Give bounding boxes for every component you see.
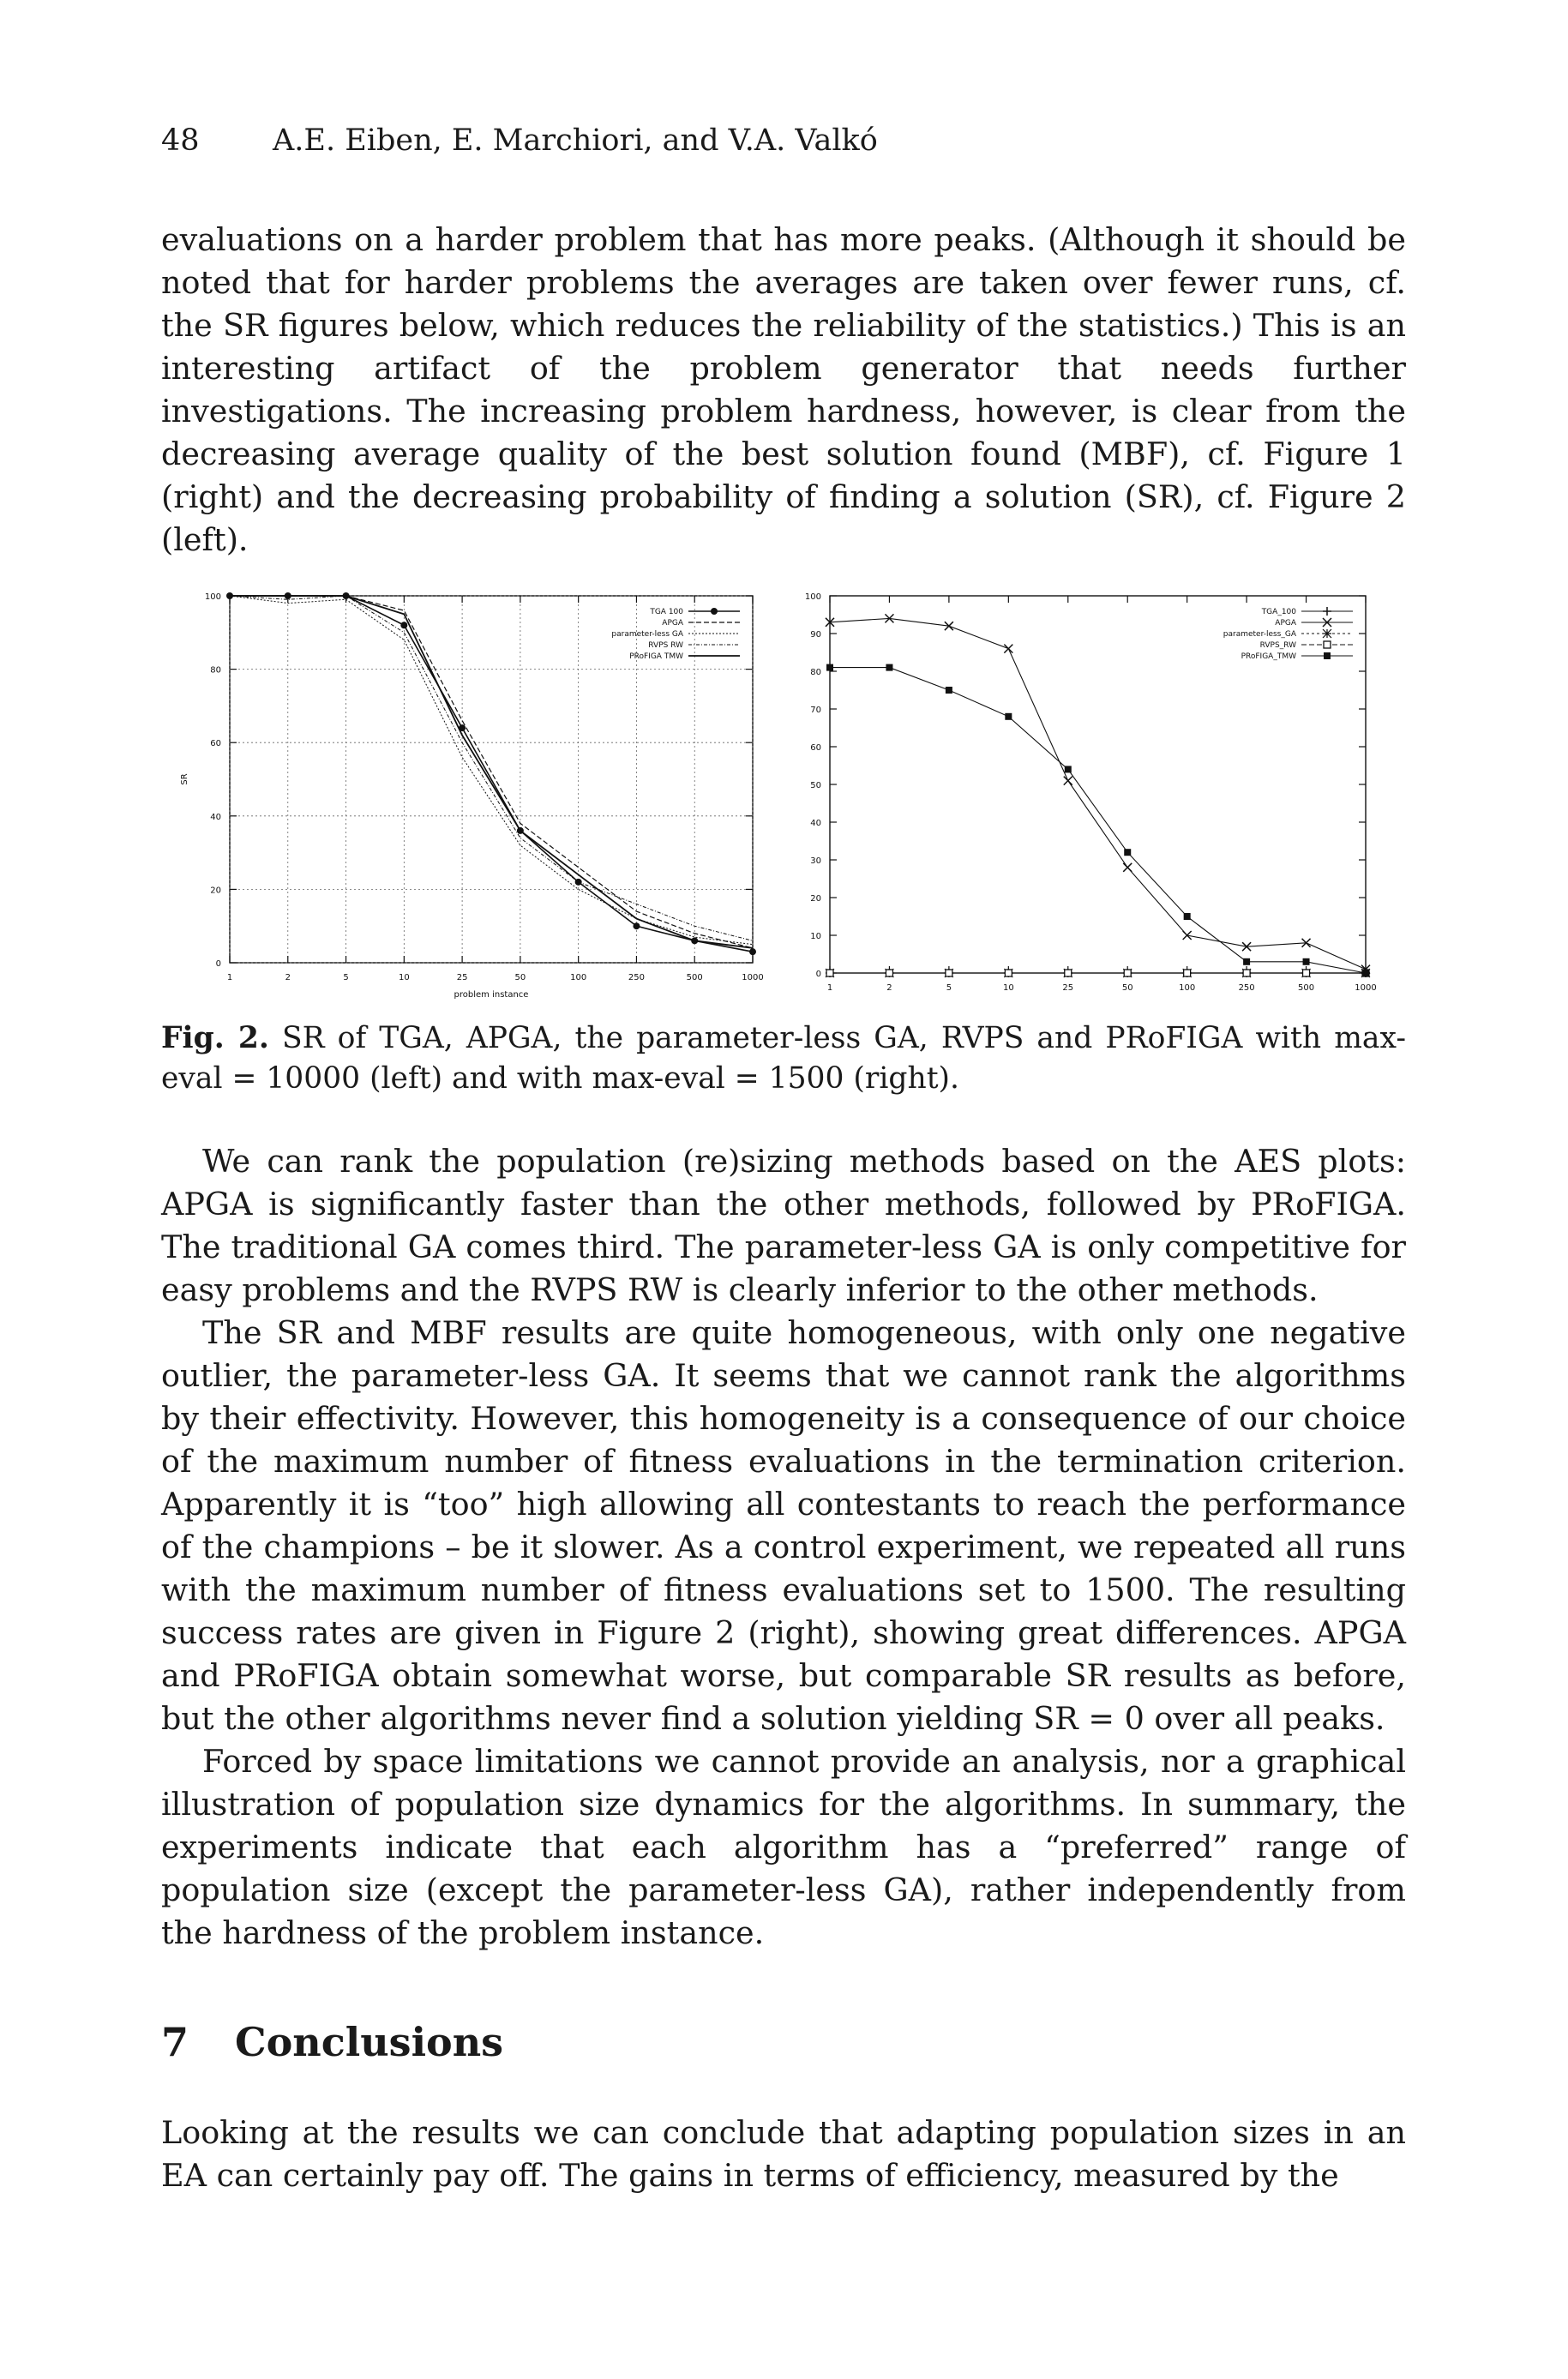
data-point <box>1065 766 1072 772</box>
legend-entry: APGA <box>1275 619 1296 628</box>
x-tick-label: 5 <box>343 973 349 982</box>
data-point <box>946 687 952 694</box>
legend-entry: RVPS_RW <box>1259 641 1296 650</box>
x-tick-label: 25 <box>456 973 468 982</box>
y-tick-label: 100 <box>204 592 221 602</box>
x-tick-label: 25 <box>1062 983 1074 993</box>
x-tick-label: 5 <box>946 983 952 993</box>
data-point <box>1065 970 1072 976</box>
x-tick-label: 2 <box>285 973 291 982</box>
data-point <box>1123 863 1132 872</box>
x-tick-label: 2 <box>886 983 892 993</box>
data-point <box>1243 970 1250 976</box>
x-tick-label: 50 <box>514 973 526 982</box>
series-line <box>830 668 1366 973</box>
data-point <box>826 970 833 976</box>
caption-text: SR of TGA, APGA, the parameter-less GA, RVPS and PRoFIGA with max-eval = 10000 (left) and with max-eval = 1500 (right). <box>161 1021 1407 1096</box>
y-tick-label: 50 <box>810 781 821 790</box>
y-tick-label: 60 <box>210 739 221 749</box>
section-number: 7 <box>161 2019 189 2065</box>
paragraph: We can rank the population (re)sizing methods based on the AES plots: APGA is significantly faster than the other methods, followed by PRoFIGA. The traditional GA comes third. The parameter-less GA is only competitive for easy problems and the RVPS RW is clearly inferior to the other methods. <box>161 1143 1406 1308</box>
body-text-bottom <box>161 2112 1406 2197</box>
data-point <box>1005 970 1012 976</box>
caption-label: Fig. 2. <box>161 1021 269 1055</box>
data-point <box>1243 958 1250 965</box>
x-tick-label: 500 <box>686 973 703 982</box>
legend-marker <box>1324 641 1331 648</box>
data-point <box>749 948 756 955</box>
x-tick-label: 1000 <box>742 973 764 982</box>
y-tick-label: 40 <box>810 819 821 828</box>
data-point <box>633 922 640 929</box>
body-text-top <box>161 219 1406 562</box>
body-text-mid <box>161 1140 1406 1955</box>
section-title: Conclusions <box>235 2019 504 2065</box>
legend-marker <box>1323 629 1331 638</box>
data-point <box>886 970 892 976</box>
x-tick-label: 100 <box>570 973 587 982</box>
data-point <box>1124 970 1131 976</box>
data-point <box>826 664 833 671</box>
figure-caption <box>161 1018 1406 1099</box>
y-tick-label: 70 <box>810 706 821 715</box>
data-point <box>1183 931 1192 940</box>
x-tick-label: 1000 <box>1355 983 1377 993</box>
data-point <box>1184 913 1191 920</box>
y-tick-label: 80 <box>810 668 821 677</box>
y-tick-label: 20 <box>210 886 221 896</box>
legend-entry: parameter-less GA <box>611 630 683 639</box>
y-tick-label: 90 <box>810 630 821 640</box>
y-tick-label: 0 <box>815 970 821 979</box>
data-point <box>1184 970 1191 976</box>
x-tick-label: 250 <box>628 973 645 982</box>
paragraph: evaluations on a harder problem that has more peaks. (Although it should be noted that for harder problems the averages are taken over fewer runs, cf. the SR figures below, which reduces the reliability of the statistics.) This is an interesting artifact of the problem generator that needs further investigations. The increasing problem hardness, however, is clear from the decreasing average quality of the best solution found (MBF), cf. Figure 1 (right) and the decreasing probability of finding a solution (SR), cf. Figure 2 (left). <box>161 221 1406 558</box>
data-point <box>1303 958 1310 965</box>
y-tick-label: 40 <box>210 812 221 822</box>
data-point <box>886 664 892 671</box>
data-point <box>1124 849 1131 856</box>
x-tick-label: 50 <box>1121 983 1133 993</box>
x-tick-label: 1 <box>226 973 233 982</box>
chart-right-sr-1500 <box>796 579 1406 1007</box>
x-tick-label: 10 <box>398 973 410 982</box>
running-header <box>161 123 878 158</box>
legend-marker <box>1323 607 1331 616</box>
paragraph: Looking at the results we can conclude that adapting population sizes in an EA can certainly pay off. The gains in terms of efficiency, measured by the <box>161 2114 1406 2194</box>
series-line <box>830 618 1366 969</box>
legend-entry: APGA <box>662 619 683 628</box>
paragraph: The SR and MBF results are quite homogeneous, with only one negative outlier, the parameter-less GA. It seems that we cannot rank the algorithms by their effectivity. However, this homogeneity is a consequence of our choice of the maximum number of fitness evaluations in the termination criterion. Apparently it is “too” high allowing all contestants to reach the performance of the champions – be it slower. As a control experiment, we repeated all runs with the maximum number of fitness evaluations set to 1500. The resulting success rates are given in Figure 2 (right), showing great differences. APGA and PRoFIGA obtain somewhat worse, but comparable SR results as before, but the other algorithms never find a solution yielding SR = 0 over all peaks. <box>161 1314 1406 1737</box>
data-point <box>946 970 952 976</box>
legend-entry: PRoFIGA_TMW <box>1241 652 1296 661</box>
chart-left-sr-10000 <box>161 579 778 1007</box>
data-point <box>1005 713 1012 720</box>
figure-2 <box>161 579 1406 1007</box>
x-tick-label: 1 <box>826 983 833 993</box>
y-tick-label: 10 <box>810 932 821 941</box>
data-point <box>400 622 407 628</box>
section-heading <box>161 2019 503 2065</box>
legend-marker <box>1324 652 1331 659</box>
page-number: 48 <box>161 123 200 158</box>
x-tick-label: 250 <box>1238 983 1255 993</box>
legend-entry: TGA 100 <box>650 608 683 616</box>
y-tick-label: 0 <box>215 959 221 969</box>
x-tick-label: 100 <box>1179 983 1196 993</box>
data-point <box>1004 645 1012 653</box>
y-tick-label: 30 <box>810 856 821 866</box>
x-tick-label: 10 <box>1002 983 1014 993</box>
y-tick-label: 20 <box>810 894 821 904</box>
y-tick-label: 80 <box>210 665 221 676</box>
data-point <box>1362 970 1369 976</box>
data-point <box>1303 970 1310 976</box>
legend-entry: RVPS RW <box>648 641 683 650</box>
author-line: A.E. Eiben, E. Marchiori, and V.A. Valkó <box>273 123 878 158</box>
legend-entry: TGA_100 <box>1261 608 1296 616</box>
data-point <box>1064 777 1072 785</box>
legend-entry: PRoFIGA TMW <box>629 652 683 661</box>
y-tick-label: 100 <box>804 592 821 602</box>
x-tick-label: 500 <box>1298 983 1315 993</box>
x-axis-label: problem instance <box>454 990 529 1000</box>
y-axis-label: SR <box>180 773 189 785</box>
paragraph: Forced by space limitations we cannot provide an analysis, nor a graphical illustration of population size dynamics for the algorithms. In summary, the experiments indicate that each algorithm has a “preferred” range of population size (except the parameter-less GA), rather independently from the hardness of the problem instance. <box>161 1743 1406 1951</box>
y-tick-label: 60 <box>810 743 821 753</box>
legend-marker <box>711 608 718 615</box>
legend-entry: parameter-less_GA <box>1223 630 1296 639</box>
